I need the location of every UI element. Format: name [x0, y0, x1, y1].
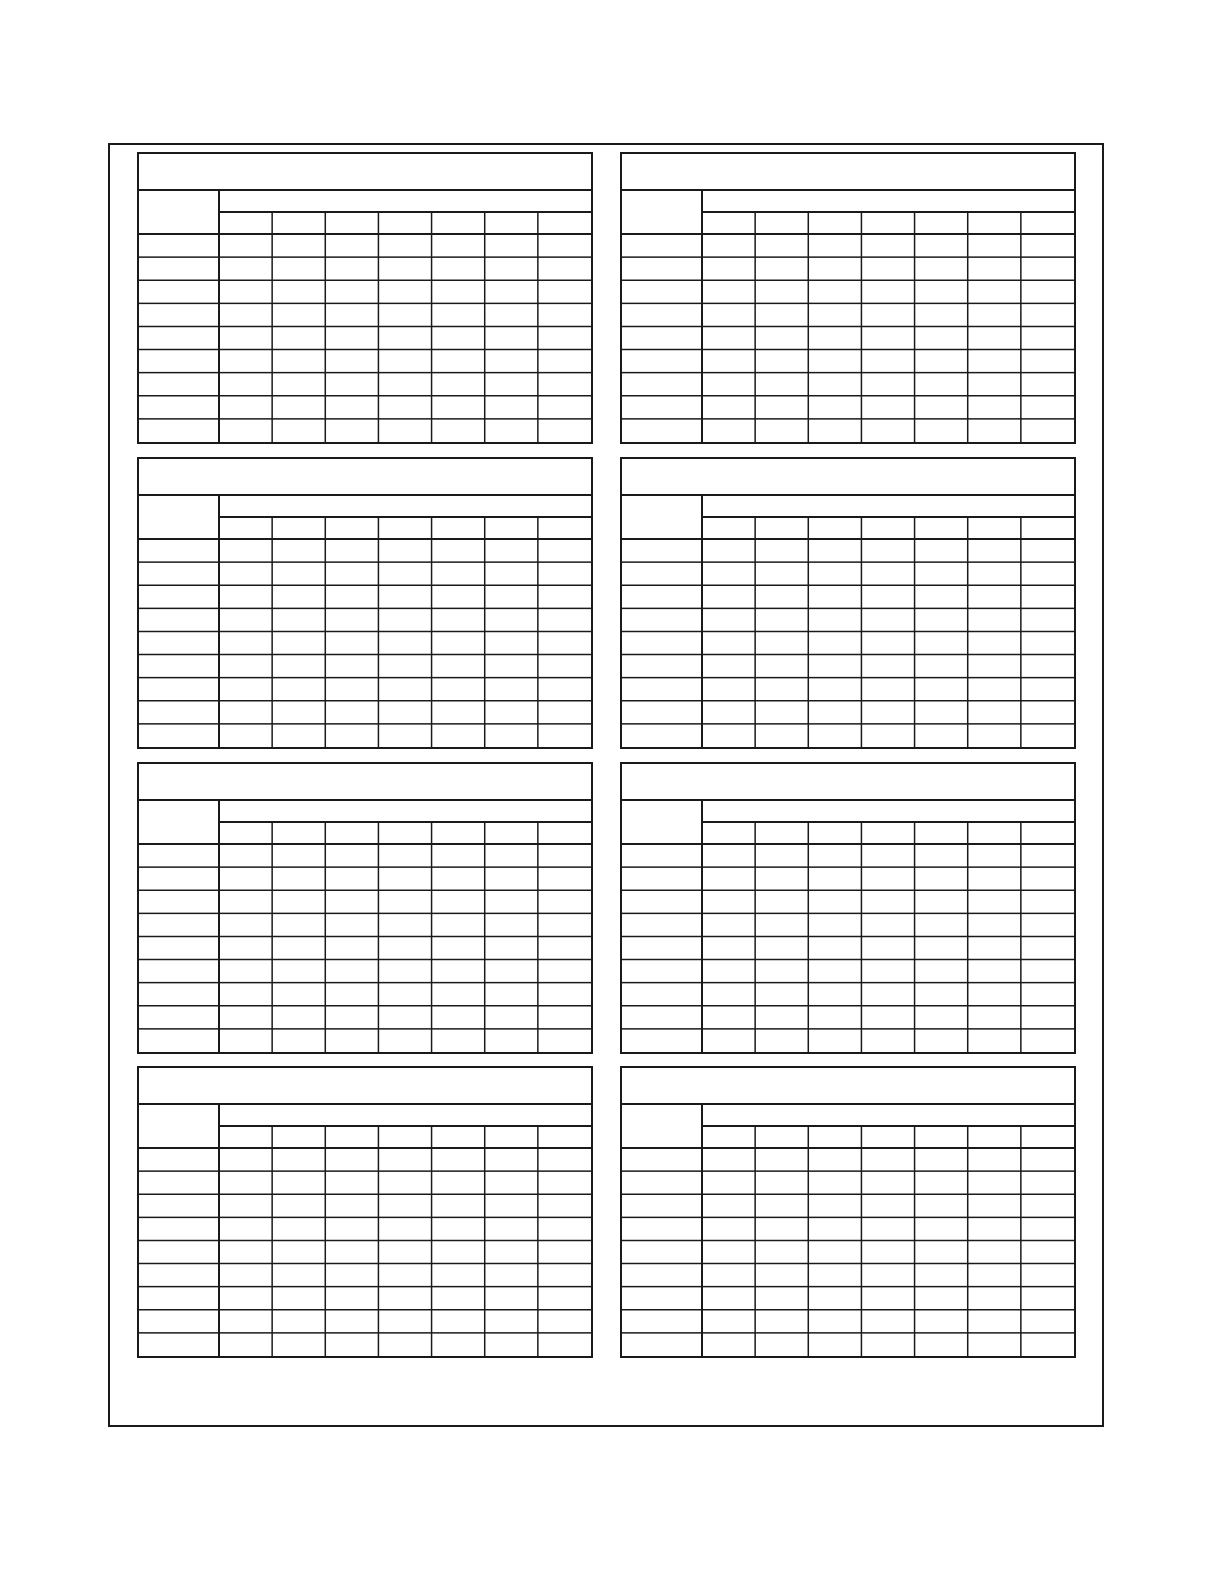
table-block: [137, 762, 593, 1054]
block-grid: [622, 764, 1074, 1052]
table-block: [620, 457, 1076, 749]
table-block: [137, 152, 593, 444]
table-block: [620, 762, 1076, 1054]
block-grid: [139, 154, 591, 442]
block-grid: [622, 1068, 1074, 1356]
block-grid: [622, 459, 1074, 747]
table-block: [620, 1066, 1076, 1358]
block-grid: [139, 459, 591, 747]
block-grid: [139, 764, 591, 1052]
block-grid: [139, 1068, 591, 1356]
table-block: [137, 457, 593, 749]
block-grid: [622, 154, 1074, 442]
table-block: [620, 152, 1076, 444]
table-block: [137, 1066, 593, 1358]
